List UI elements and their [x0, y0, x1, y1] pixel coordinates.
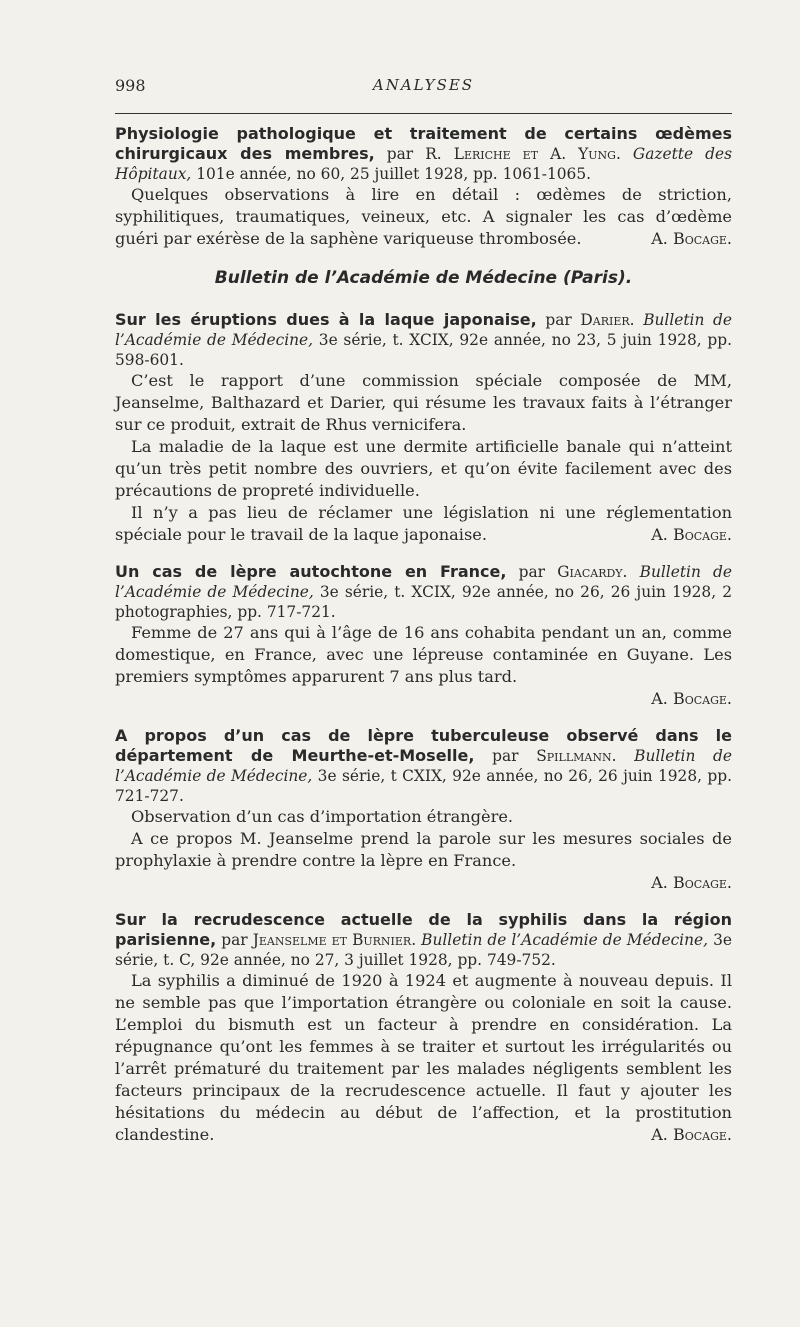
running-head: ANALYSES: [372, 76, 475, 94]
entry-heading: [115, 310, 732, 370]
entry-title: Un cas de lèpre autochtone en France,: [115, 562, 507, 581]
entry-authors: Leriche et A. Yung.: [453, 145, 621, 163]
abstract-entry: [115, 124, 732, 250]
paragraph-text: Il n’y a pas lieu de réclamer une législation ni une réglementation spéciale pour le travail de la laque japonaise.: [115, 503, 732, 544]
entry-heading: [115, 726, 732, 806]
abstract-entry: [115, 562, 732, 710]
entry-heading: [115, 124, 732, 184]
entry-by: par: [492, 747, 519, 765]
entry-signature-line: [115, 688, 732, 710]
entry-title: Sur les éruptions dues à la laque japonaise,: [115, 310, 537, 329]
entry-authors: Darier.: [580, 311, 635, 329]
entry-reference: 3e série, t. XCIX, 92e année, no 23, 5 juin 1928, pp. 598-601.: [115, 331, 732, 369]
abstract-entry: [115, 910, 732, 1146]
abstract-entry: [115, 310, 732, 546]
entry-source: Bulletin de l’Académie de Médecine,: [115, 311, 732, 349]
entry-title: Sur la recrudescence actuelle de la syphilis dans la région parisienne,: [115, 910, 732, 949]
entry-authors: Jeanselme et Burnier.: [252, 931, 417, 949]
section-title: Bulletin de l’Académie de Médecine (Paris).: [214, 268, 633, 288]
entry-by: par: [545, 311, 572, 329]
entry-authors: Spillmann.: [536, 747, 617, 765]
entry-heading: [115, 910, 732, 970]
entry-by: par R.: [386, 145, 442, 163]
paragraph-text: Quelques observations à lire en détail : œdèmes de striction, syphilitiques, traumatiques, veineux, etc. A signaler les cas d’œdème guéri par exérèse de la saphène variqueuse thrombosée.: [115, 185, 732, 248]
entry-heading: [115, 562, 732, 622]
header-rule: [115, 113, 732, 114]
entry-paragraph: La maladie de la laque est une dermite artificielle banale qui n’atteint qu’un très petit nombre des ouvriers, et qu’on évite facilement avec des précautions de propreté individuelle.: [115, 437, 732, 500]
entry-reference: 3e série, t CXIX, 92e année, no 26, 26 juin 1928, pp. 721-727.: [115, 767, 732, 805]
entry-paragraph: [115, 970, 732, 1146]
entry-reference: 3e série, t. XCIX, 92e année, no 26, 26 juin 1928, 2 photographies, pp. 717-721.: [115, 583, 732, 621]
entry-paragraph: A ce propos M. Jeanselme prend la parole sur les mesures sociales de prophylaxie à prendre contre la lèpre en France.: [115, 829, 732, 870]
entry-signature: A. Bocage.: [651, 689, 732, 708]
entry-paragraph: Femme de 27 ans qui à l’âge de 16 ans cohabita pendant un an, comme domestique, en France, avec une lépreuse contaminée en Guyane. Les premiers symptômes apparurent 7 ans plus tard.: [115, 623, 732, 686]
entry-source: Gazette des Hôpitaux,: [115, 145, 732, 183]
entry-source: Bulletin de l’Académie de Médecine,: [421, 931, 709, 949]
entry-source: Bulletin de l’Académie de Médecine,: [115, 563, 732, 601]
entry-title: A propos d’un cas de lèpre tuberculeuse observé dans le département de Meurthe-et-Moselle,: [115, 726, 732, 765]
abstract-entry: [115, 726, 732, 894]
entry-source: Bulletin de l’Académie de Médecine,: [115, 747, 732, 785]
content: [115, 124, 732, 1162]
page-header: [115, 76, 732, 98]
paragraph-text: La syphilis a diminué de 1920 à 1924 et augmente à nouveau depuis. Il ne semble pas que l’importation étrangère ou coloniale en soit la cause. L’emploi du bismuth est un facteur à prendre en considération. La répugnance qu’ont les femmes à se traiter et surtout les irrégularités ou l’arrêt prématuré du traitement par les malades négligents semblent les facteurs principaux de la recrudescence actuelle. Il faut y ajouter les hésitations du médecin au début de l’affection, et la prostitution clandestine.: [115, 971, 732, 1144]
entry-paragraph: C’est le rapport d’une commission spéciale composée de MM, Jeanselme, Balthazard et Darier, qui résume les travaux faits à l’étranger sur ce produit, extrait de Rhus vernicifera.: [115, 371, 732, 434]
entry-paragraph: [115, 184, 732, 250]
entry-by: par: [221, 931, 248, 949]
entry-by: par: [518, 563, 546, 581]
entry-reference: 3e série, t. C, 92e année, no 27, 3 juillet 1928, pp. 749-752.: [115, 931, 732, 969]
entry-authors: Giacardy.: [557, 563, 628, 581]
entry-signature: A. Bocage.: [651, 525, 732, 544]
entry-signature: A. Bocage.: [651, 873, 732, 892]
entry-signature: A. Bocage.: [651, 1125, 732, 1144]
entry-signature-line: [115, 872, 732, 894]
entry-signature: A. Bocage.: [651, 229, 732, 248]
page-number: 998: [115, 76, 146, 95]
entry-title: Physiologie pathologique et traitement de certains œdèmes chirurgicaux des membres,: [115, 124, 732, 163]
entry-reference: 101e année, no 60, 25 juillet 1928, pp. 1061-1065.: [196, 165, 592, 183]
entry-paragraph: [115, 502, 732, 546]
entry-paragraph: Observation d’un cas d’importation étrangère.: [131, 807, 514, 826]
